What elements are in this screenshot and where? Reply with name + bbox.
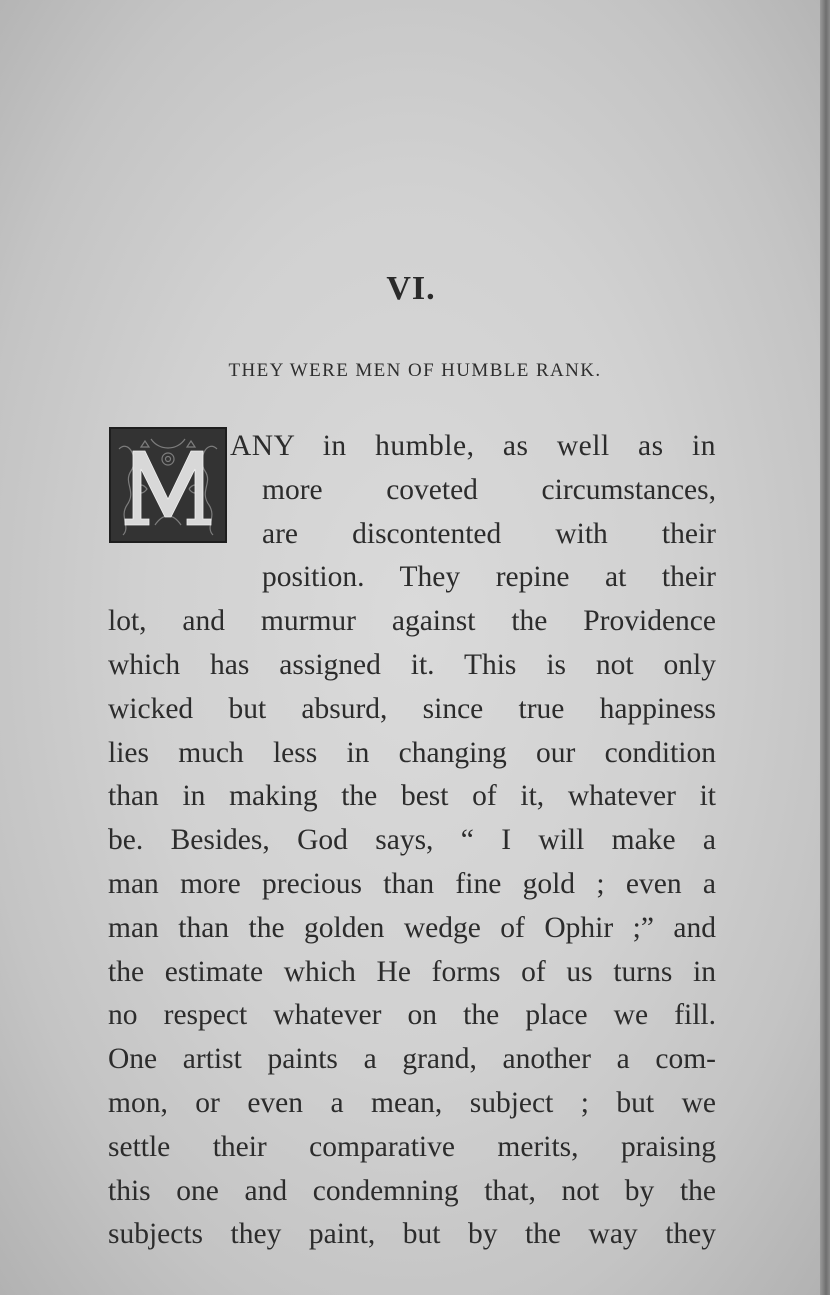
text-line: settle their comparative merits, praising: [108, 1130, 716, 1163]
text-line: man more precious than fine gold ; even a: [108, 867, 716, 900]
text-line: lies much less in changing our condition: [108, 736, 716, 769]
chapter-title: THEY WERE MEN OF HUMBLE RANK.: [228, 360, 602, 381]
text-line: subjects they paint, but by the way they: [108, 1218, 716, 1251]
text-line: this one and condemning that, not by the: [108, 1174, 716, 1207]
text-line: no respect whatever on the place we fill.: [108, 999, 716, 1032]
text-line: One artist paints a grand, another a com-: [108, 1043, 716, 1076]
page-edge: [820, 0, 830, 1295]
body-paragraph: [108, 425, 716, 1257]
chapter-number: VI.: [386, 270, 436, 307]
text-line: man than the golden wedge of Ophir ;” and: [108, 911, 716, 944]
text-line: mon, or even a mean, subject ; but we: [108, 1086, 716, 1119]
text-line: be. Besides, God says, “ I will make a: [108, 824, 716, 857]
text-line: more coveted circumstances,: [262, 473, 716, 506]
text-line: are discontented with their: [262, 517, 716, 550]
text-line: than in making the best of it, whatever it: [108, 780, 716, 813]
first-line: [230, 425, 716, 469]
first-line-text: ANY in humble, as well as in: [230, 430, 716, 462]
text-line: the estimate which He forms of us turns in: [108, 955, 716, 988]
text-line: lot, and murmur against the Providence: [108, 605, 716, 638]
text-line: wicked but absurd, since true happiness: [108, 692, 716, 725]
text-line: which has assigned it. This is not only: [108, 648, 716, 681]
text-line: position. They repine at their: [262, 561, 716, 594]
